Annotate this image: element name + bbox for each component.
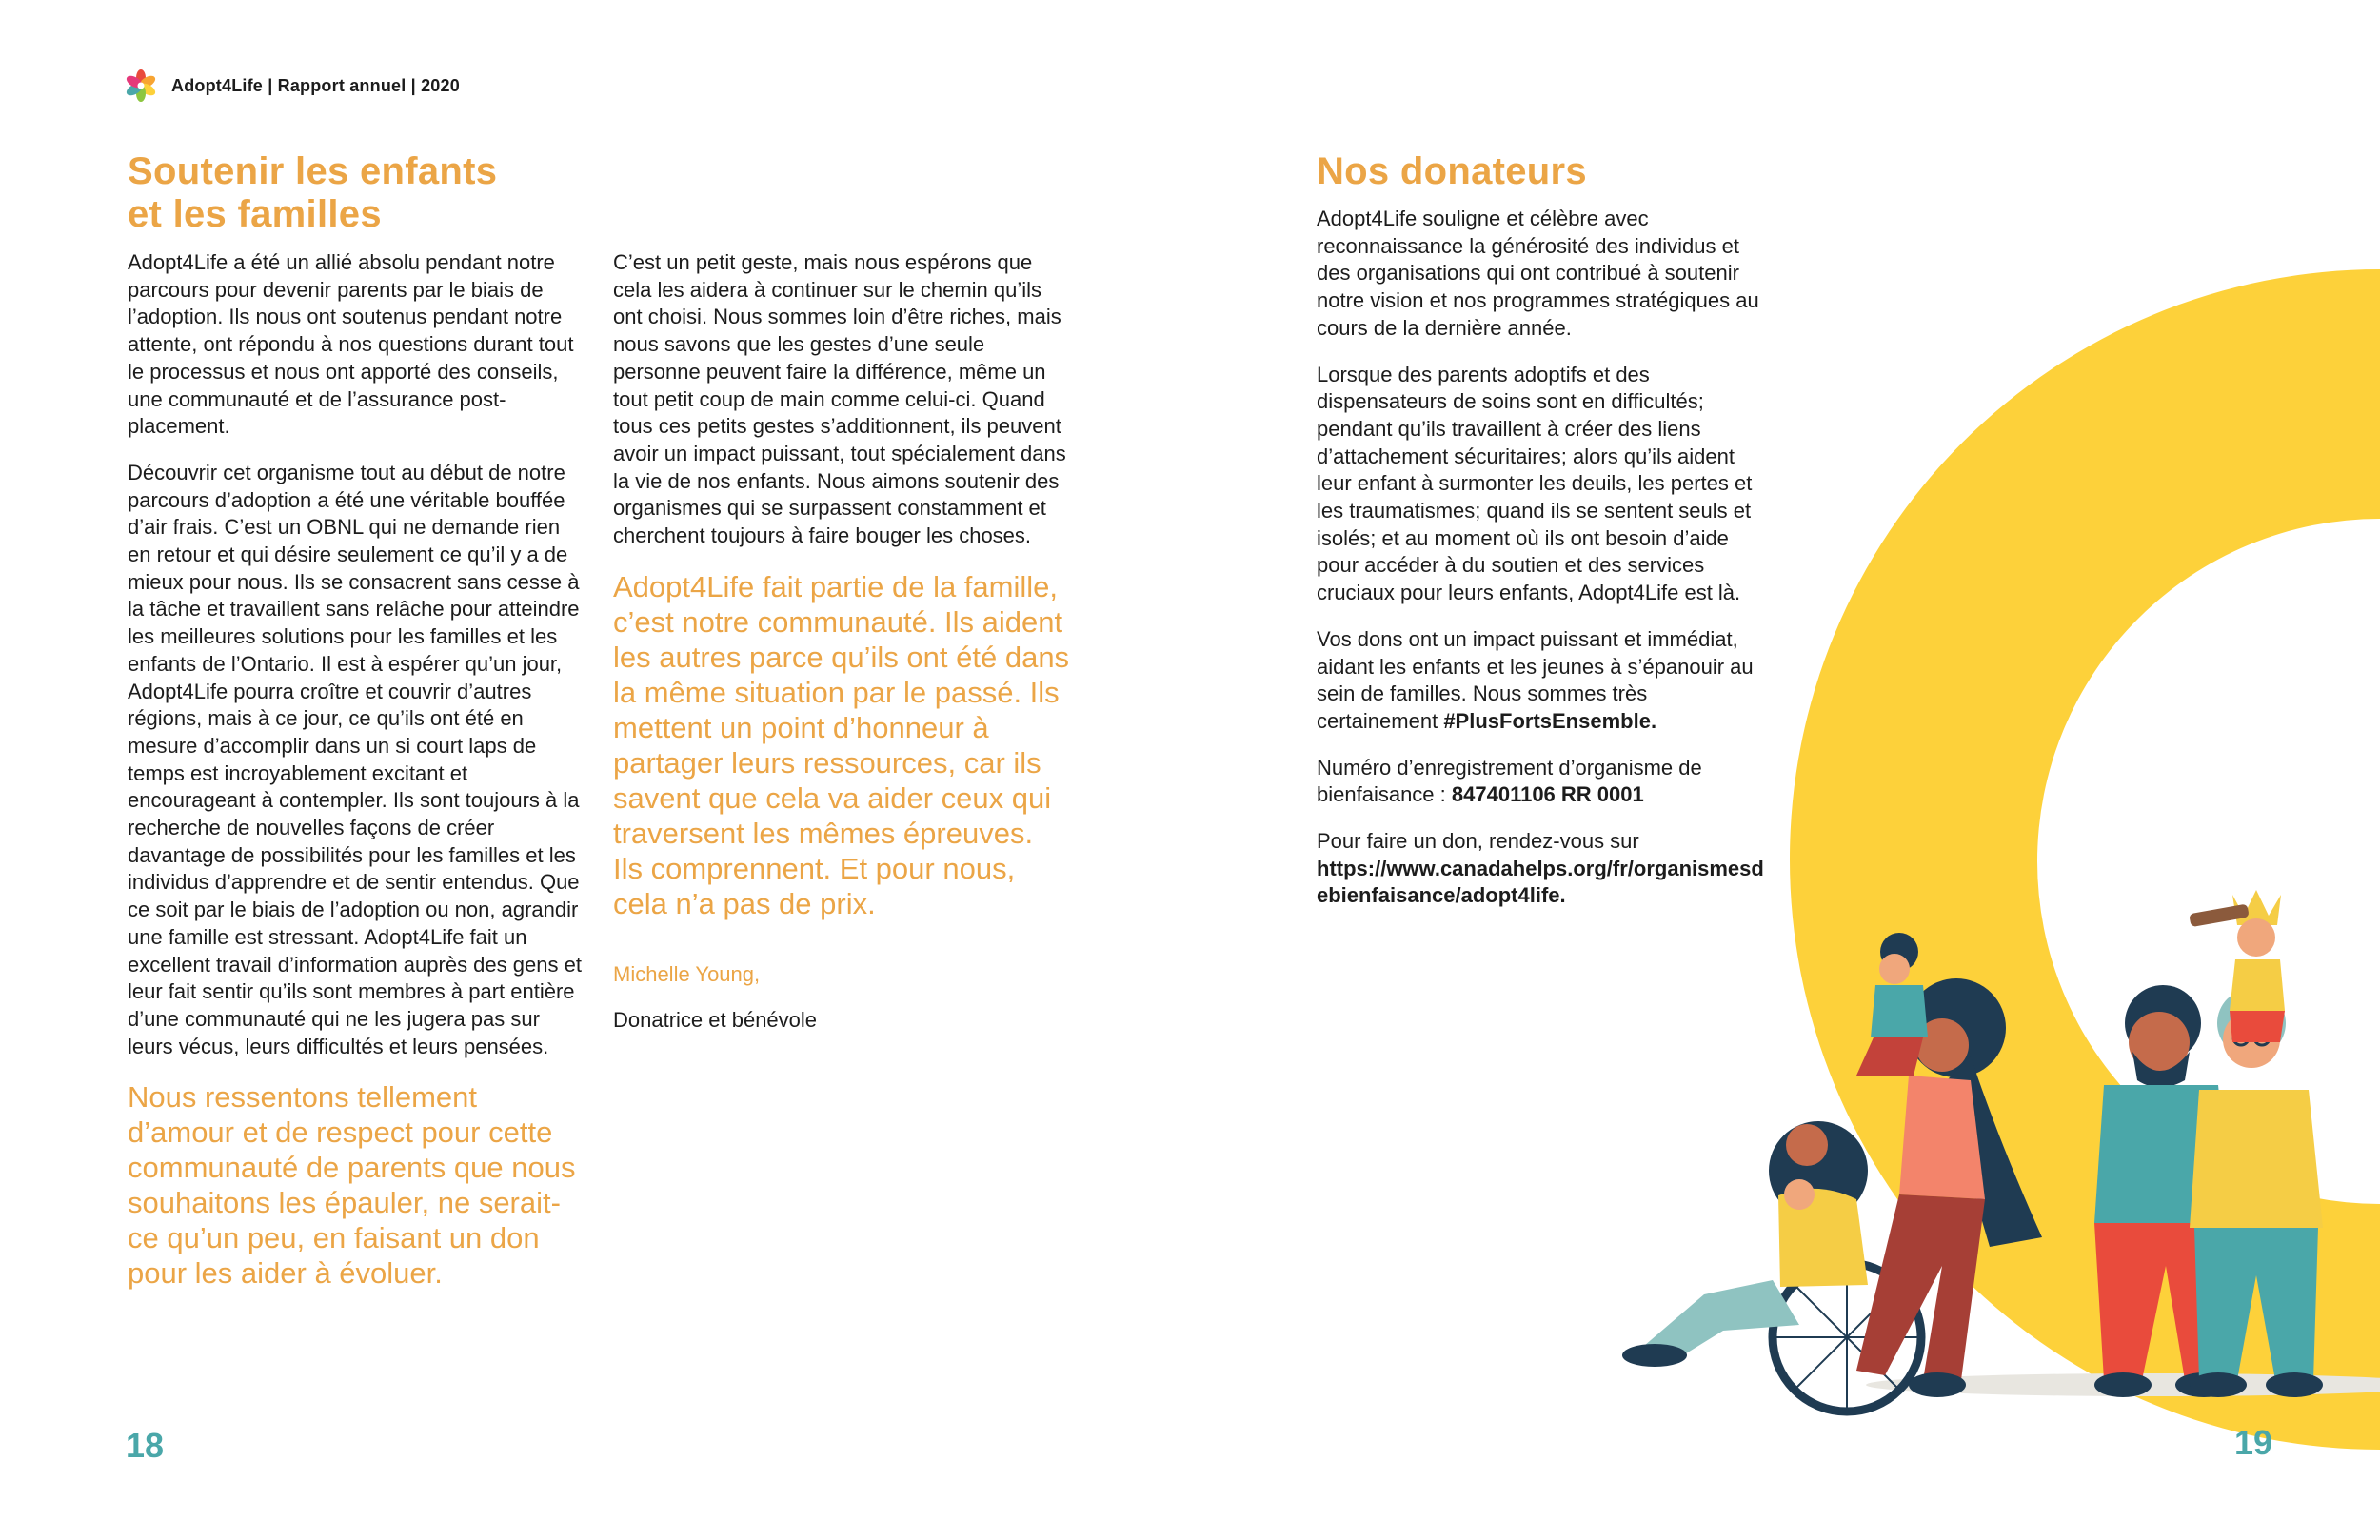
left-page-title-line1: Soutenir les enfants (128, 150, 498, 192)
registration-label: Numéro d’enregistrement d’organisme de bienfaisance : (1317, 755, 1702, 807)
left-page-title-line2: et les familles (128, 193, 382, 235)
donate-link[interactable]: https://www.canadahelps.org/fr/organismesdebienfaisance/adopt4life. (1317, 856, 1764, 908)
donate-label: Pour faire un don, rendez-vous sur (1317, 829, 1639, 854)
header-brand-text: Adopt4Life | Rapport annuel | 2020 (171, 75, 460, 95)
page-number-left: 18 (126, 1426, 165, 1465)
signature-role: Donatrice et bénévole (613, 1007, 818, 1032)
registration-number: 847401106 RR 0001 (1451, 782, 1644, 807)
donate-block (1317, 828, 1774, 910)
left-col1-pull-quote: Nous ressentons tellement d’amour et de respect pour cette communauté de parents que nous souhaitons les épauler, ne serait-ce qu’un peu, en faisant un don pour les aider à évoluer. (128, 1080, 576, 1291)
right-page-title: Nos donateurs (1317, 150, 1587, 192)
adopt4life-flower-logo-icon (124, 69, 158, 103)
hashtag: #PlusFortsEnsemble. (1443, 708, 1657, 733)
left-col1-paragraph-2: Découvrir cet organisme tout au début de notre parcours d’adoption a été une véritable bouffée d’air frais. C’est un OBNL qui ne demande rien en retour et qui désire seulement ce qu’il y a de mieux pour nous. Ils se consacrent sans cesse à la tâche et travaillent sans relâche pour atteindre les meilleures solutions pour les familles et les enfants de l’Ontario. Il est à espérer qu’un jour, Adopt4Life pourra croître et couvrir d’autres régions, mais à ce jour, ce qu’ils ont été en mesure d’accomplir dans un si court laps de temps est incroyablement excitant et encourageant à contempler. Ils sont toujours à la recherche de nouvelles façons de créer davantage de possibilités pour les familles et les individus d’apprendre et de sentir entendus. Que ce soit par le biais de l’adoption ou non, agrandir une famille est stressant. Adopt4Life fait un excellent travail d’information auprès des gens et leur fait sentir qu’ils sont membres à part entière d’une communauté qui ne les jugera pas sur leurs vécus, leurs difficultés et leurs pensées. (128, 460, 582, 1058)
left-page-title (128, 150, 497, 236)
left-col1-paragraph-1: Adopt4Life a été un allié absolu pendant notre parcours pour devenir parents par le biais de l’adoption. Ils nous ont soutenus pendant notre attente, ont répondu à nos questions durant tout le processus et nous ont apporté des conseils, une communauté et de l’assurance post-placement. (128, 250, 574, 439)
left-column-2 (613, 249, 1070, 1053)
page-header (124, 69, 460, 103)
page-number-right: 19 (2234, 1423, 2273, 1462)
donors-paragraph-3 (1317, 626, 1774, 736)
donors-paragraph-3-text: Vos dons ont un impact puissant et immédiat, aidant les enfants et les jeunes à s’épanouir au sein de familles. Nous sommes très certainement (1317, 626, 1754, 733)
donors-paragraph-2: Lorsque des parents adoptifs et des dispensateurs de soins sont en difficultés; pendant qu’ils travaillent à créer des liens d’attachement sécuritaires; alors qu’ils aident leur enfant à surmonter les deuils, les pertes et les traumatismes; quand ils se sentent seuls et isolés; et au moment où ils ont besoin d’aide pour accéder à du soutien et des services cruciaux pour leurs enfants, Adopt4Life est là. (1317, 362, 1753, 605)
left-col2-pull-quote: Adopt4Life fait partie de la famille, c’est notre communauté. Ils aident les autres parce qu’ils ont été dans la même situation par le passé. Ils mettent un point d’honneur à partager leurs ressources, car ils savent que cela va aider ceux qui traversent les mêmes épreuves. Ils comprennent. Et pour nous, cela n’a pas de prix. (613, 569, 1070, 920)
donors-paragraph-1: Adopt4Life souligne et célèbre avec reconnaissance la générosité des individus et des organisations qui ont contribué à soutenir notre vision et nos programmes stratégiques au cours de la dernière année. (1317, 207, 1759, 340)
registration-block (1317, 755, 1774, 809)
signature-name: Michelle Young, (613, 961, 761, 986)
right-page (1190, 0, 2380, 1540)
left-col2-paragraph: C’est un petit geste, mais nous espérons que cela les aidera à continuer sur le chemin qu’ils ont choisi. Nous sommes loin d’être riches, mais nous savons que les gestes d’une seule personne peuvent faire la différence, même un tout petit coup de main comme celui-ci. Quand tous ces petits gestes s’additionnent, ils peuvent avoir un impact puissant, tout spécialement dans la vie de nos enfants. Nous aimons soutenir des organismes qui se surpassent constamment et cherchent toujours à faire bouger les choses. (613, 250, 1066, 548)
right-column (1317, 206, 1774, 929)
left-column-1 (128, 249, 585, 1310)
child-with-crown-figure (2189, 890, 2285, 1042)
